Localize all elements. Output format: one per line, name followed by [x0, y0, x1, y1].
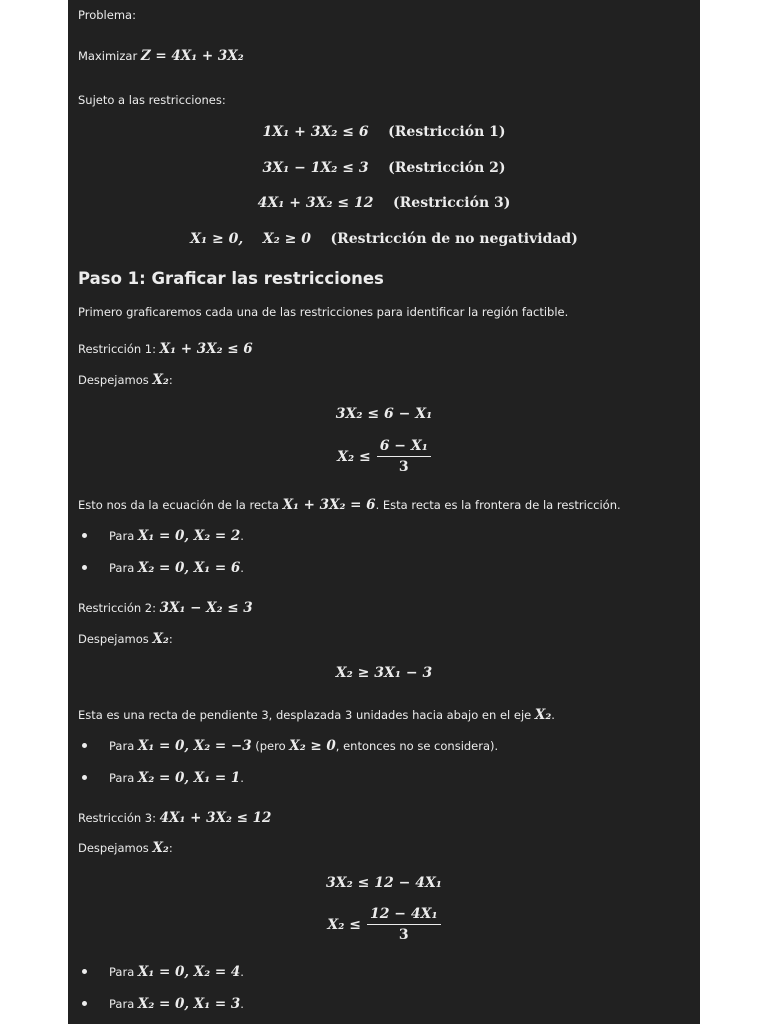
bullet-pre: Para: [109, 739, 138, 753]
r1-bullet-1: [78, 528, 244, 544]
constraint-3-label: (Restricción 3): [393, 195, 511, 211]
r1-eq2: [68, 438, 700, 475]
r2-desc-var: X₂: [534, 707, 552, 723]
constraint-2: [68, 160, 700, 176]
constraint-1: [68, 124, 700, 140]
maximize-line: [78, 48, 244, 64]
bullet-pre: Para: [109, 529, 138, 543]
bullet-pre: Para: [109, 561, 138, 575]
r1-solve-var: X₂: [152, 372, 169, 388]
bullet-dot-icon: [82, 533, 87, 538]
bullet-dot-icon: [82, 969, 87, 974]
r3-eq2-lhs: X₂ ≤: [327, 916, 361, 933]
r1-title: [78, 341, 253, 357]
r1-line-post: . Esta recta es la frontera de la restricción.: [375, 498, 621, 512]
r1-eq2-fraction: [377, 438, 431, 475]
r3-eq2-numerator: 12 − 4X₁: [367, 906, 441, 925]
constraint-3-expr: 4X₁ + 3X₂ ≤ 12: [257, 195, 374, 211]
r2-bullet-1: [78, 738, 498, 754]
bullet-pre: Para: [109, 965, 138, 979]
objective-expr: Z = 4X₁ + 3X₂: [140, 48, 244, 64]
r2-desc-pre: Esta es una recta de pendiente 3, desplazada 3 unidades hacia abajo en el eje: [78, 708, 535, 722]
r3-title-text: Restricción 3:: [78, 811, 160, 825]
r2-title-text: Restricción 2:: [78, 601, 160, 615]
r3-solve-text: Despejamos: [78, 841, 153, 855]
r2-solve-var: X₂: [152, 631, 169, 647]
bullet-post: , entonces no se considera).: [335, 739, 499, 753]
r2-title-expr: 3X₁ − X₂ ≤ 3: [159, 600, 253, 616]
bullet-post: .: [240, 561, 244, 575]
bullet-pre: Para: [109, 997, 138, 1011]
r1-solve: [78, 372, 173, 388]
constraint-2-label: (Restricción 2): [388, 160, 506, 176]
bullet-expr: X₁ = 0, X₂ = 2: [137, 528, 241, 544]
r1-line-pre: Esto nos da la ecuación de la recta: [78, 498, 283, 512]
bullet-post: .: [240, 771, 244, 785]
r1-eq1-expr: 3X₂ ≤ 6 − X₁: [335, 406, 433, 422]
bullet-dot-icon: [82, 565, 87, 570]
step1-heading: Paso 1: Graficar las restricciones: [78, 269, 384, 288]
bullet-dot-icon: [82, 775, 87, 780]
r3-solve-suffix: :: [168, 841, 173, 855]
bullet-expr: X₂ = 0, X₁ = 3: [137, 996, 241, 1012]
r1-bullet-2: [78, 560, 244, 576]
r3-solve: [78, 840, 173, 856]
r3-solve-var: X₂: [152, 840, 169, 856]
constraint-nonneg-label: (Restricción de no negatividad): [330, 231, 578, 247]
r3-bullet-2: [78, 996, 244, 1012]
r3-eq2: [68, 906, 700, 943]
document-panel: [68, 0, 700, 1024]
bullet-expr: X₂ = 0, X₁ = 6: [137, 560, 241, 576]
r1-eq2-denominator: 3: [398, 459, 409, 475]
bullet-expr: X₁ = 0, X₂ = −3: [137, 738, 252, 754]
r3-title-expr: 4X₁ + 3X₂ ≤ 12: [159, 810, 272, 826]
bullet-post: .: [240, 997, 244, 1011]
r3-eq1-expr: 3X₂ ≤ 12 − 4X₁: [326, 875, 442, 891]
bullet-pre: Para: [109, 771, 138, 785]
r1-line-text: [78, 497, 621, 513]
bullet-mid: (pero: [251, 739, 290, 753]
r2-eq1-expr: X₂ ≥ 3X₁ − 3: [335, 665, 433, 681]
r1-eq2-lhs: X₂ ≤: [337, 448, 371, 465]
r2-bullet-2: [78, 770, 244, 786]
r3-bullet-1: [78, 964, 244, 980]
r3-title: [78, 810, 271, 826]
r1-eq1: [68, 406, 700, 422]
r3-eq1: [68, 875, 700, 891]
constraint-nonneg: [68, 231, 700, 247]
r2-title: [78, 600, 253, 616]
bullet-expr: X₁ = 0, X₂ = 4: [137, 964, 241, 980]
constraint-1-expr: 1X₁ + 3X₂ ≤ 6: [262, 124, 369, 140]
r1-solve-text: Despejamos: [78, 373, 153, 387]
r3-eq2-fraction: [367, 906, 441, 943]
r1-title-text: Restricción 1:: [78, 342, 160, 356]
r2-desc-post: .: [551, 708, 555, 722]
r3-eq2-denominator: 3: [398, 927, 409, 943]
bullet-dot-icon: [82, 1001, 87, 1006]
bullet-expr-2: X₂ ≥ 0: [289, 738, 336, 754]
r2-eq1: [68, 665, 700, 681]
constraint-2-expr: 3X₁ − 1X₂ ≤ 3: [262, 160, 369, 176]
constraint-3: [68, 195, 700, 211]
r1-title-expr: X₁ + 3X₂ ≤ 6: [159, 341, 253, 357]
step1-intro: Primero graficaremos cada una de las restricciones para identificar la región factible.: [78, 305, 569, 319]
bullet-post: .: [240, 529, 244, 543]
constraint-1-label: (Restricción 1): [388, 124, 506, 140]
bullet-expr: X₂ = 0, X₁ = 1: [137, 770, 241, 786]
problem-label: Problema:: [78, 8, 136, 22]
bullet-post: .: [240, 965, 244, 979]
r2-desc: [78, 707, 555, 723]
bullet-dot-icon: [82, 743, 87, 748]
r1-solve-suffix: :: [168, 373, 173, 387]
subject-to-text: Sujeto a las restricciones:: [78, 93, 226, 107]
maximize-text: Maximizar: [78, 49, 141, 63]
r2-solve-text: Despejamos: [78, 632, 153, 646]
r2-solve-suffix: :: [168, 632, 173, 646]
r1-eq2-numerator: 6 − X₁: [377, 438, 431, 457]
r1-line-expr: X₁ + 3X₂ = 6: [282, 497, 376, 513]
r2-solve: [78, 631, 173, 647]
constraint-nonneg-expr: X₁ ≥ 0, X₂ ≥ 0: [190, 231, 311, 247]
